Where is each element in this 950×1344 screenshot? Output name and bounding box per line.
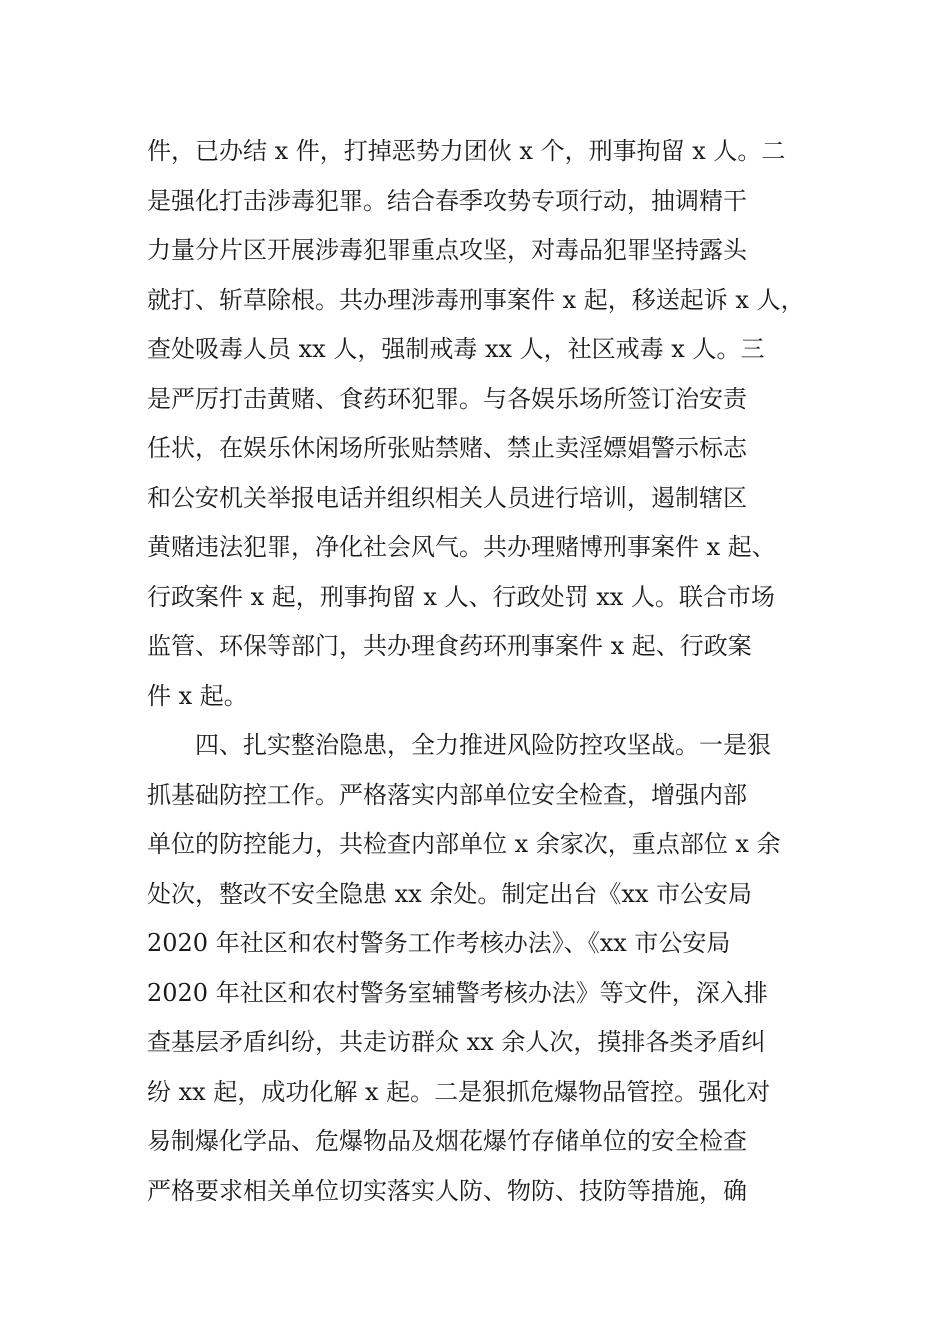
text-line: 行政案件 x 起，刑事拘留 x 人、行政处罚 xx 人。联合市场 — [147, 582, 775, 611]
text-line: 件，已办结 x 件，打掉恶势力团伙 x 个，刑事拘留 x 人。二 — [147, 137, 786, 165]
text-line: 单位的防控能力，共检查内部单位 x 余家次，重点部位 x 余 — [147, 830, 781, 858]
text-line: 2020 年社区和农村警务工作考核办法》、《xx 市公安局 — [147, 929, 731, 957]
text-line: 查基层矛盾纠纷，共走访群众 xx 余人次，摸排各类矛盾纠 — [147, 1028, 766, 1056]
text-line: 处次，整改不安全隐患 xx 余处。制定出台《xx 市公安局 — [147, 879, 753, 908]
text-line: 严格要求相关单位切实落实人防、物防、技防等措施，确 — [147, 1176, 747, 1205]
text-line: 件 x 起。 — [147, 681, 248, 710]
text-line: 监管、环保等部门，共办理食药环刑事案件 x 起、行政案 — [147, 632, 752, 660]
text-line: 是强化打击涉毒犯罪。结合春季攻势专项行动，抽调精干 — [147, 186, 747, 215]
paragraph-start-line: 四、扎实整治隐患，全力推进风险防控攻坚战。一是狠 — [195, 731, 771, 759]
text-line: 任状，在娱乐休闲场所张贴禁赌、禁止卖淫嫖娼警示标志 — [147, 434, 747, 462]
text-line: 抓基础防控工作。严格落实内部单位安全检查，增强内部 — [147, 780, 747, 809]
text-line: 黄赌违法犯罪，净化社会风气。共办理赌博刑事案件 x 起、 — [147, 533, 776, 561]
text-line: 力量分片区开展涉毒犯罪重点攻坚，对毒品犯罪坚持露头 — [147, 236, 747, 264]
text-line: 查处吸毒人员 xx 人，强制戒毒 xx 人，社区戒毒 x 人。三 — [147, 335, 765, 363]
text-line: 是严厉打击黄赌、食药环犯罪。与各娱乐场所签订治安责 — [147, 384, 747, 413]
body-text — [147, 127, 817, 1216]
text-line: 2020 年社区和农村警务室辅警考核办法》等文件，深入排 — [147, 978, 768, 1007]
text-line: 纷 xx 起，成功化解 x 起。二是狠抓危爆物品管控。强化对 — [147, 1077, 771, 1106]
text-line: 和公安机关举报电话并组织相关人员进行培训，遏制辖区 — [147, 483, 747, 512]
text-line: 易制爆化学品、危爆物品及烟花爆竹存储单位的安全检查 — [147, 1127, 747, 1155]
text-line: 就打、斩草除根。共办理涉毒刑事案件 x 起，移送起诉 x 人， — [147, 285, 805, 314]
